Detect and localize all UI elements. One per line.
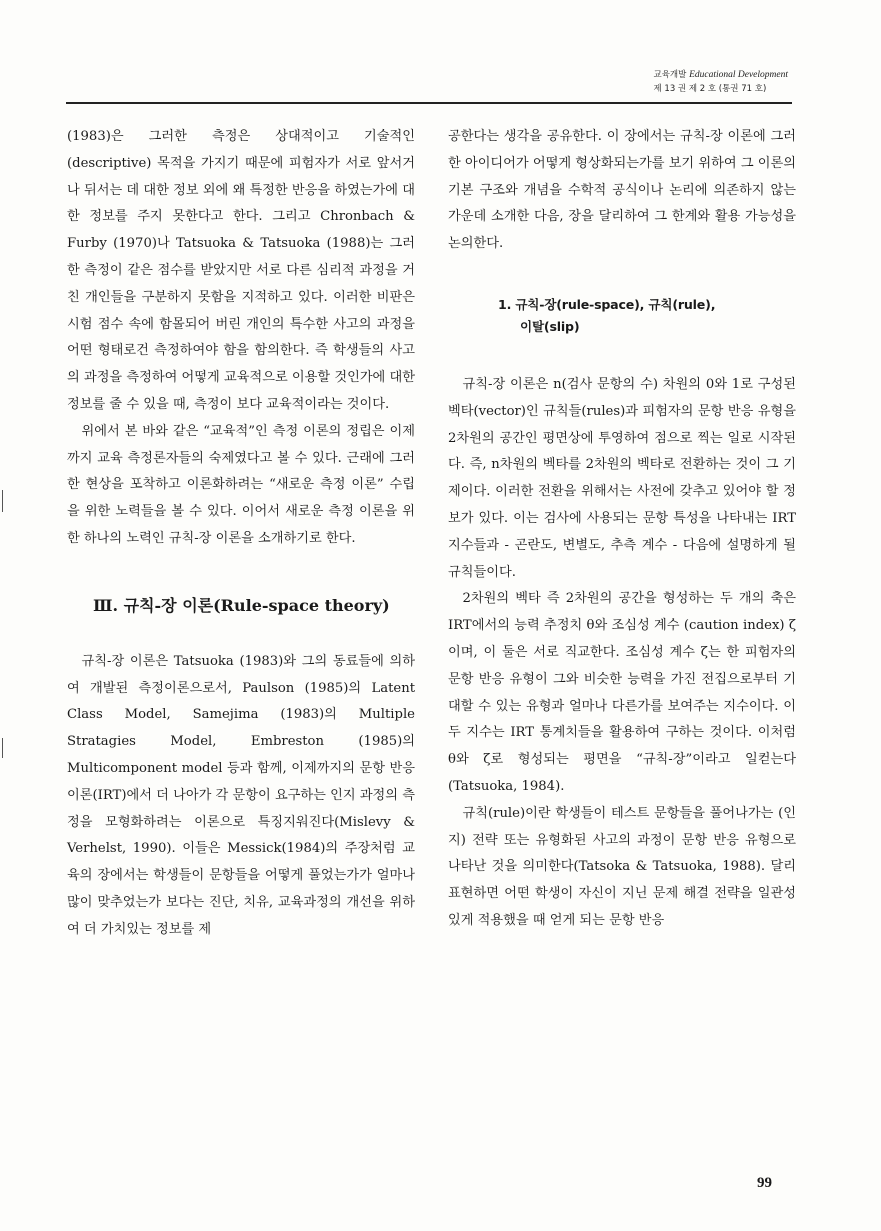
journal-title-ko: 교육개발: [653, 70, 687, 80]
paragraph: 규칙(rule)이란 학생들이 테스트 문항들을 풀어나가는 (인지) 전략 또는 유형화된 사고의 과정이 문항 반응 유형으로 나타난 것을 의미한다(Tatsoka & Tatsuoka, 1988). 달리 표현하면 어떤 학생이 자신이 지닌 문제 해결 전략을 일관성 있게 적용했을 때 얻게 되는 문항 반응: [448, 805, 796, 928]
header-rule: [66, 102, 792, 104]
subsection-heading-line: 이탈(slip): [520, 318, 580, 334]
running-header: [654, 68, 789, 96]
paragraph: (1983)은 그러한 측정은 상대적이고 기술적인 (descriptive) 목적을 가지기 때문에 피험자가 서로 앞서거나 뒤서는 데 대한 정보 외에 왜 특정한 반응을 하였는가에 대한 정보를 주지 못한다고 한다. 그리고 Chronbach & Furby (1970)나 Tatsuoka & Tatsuoka (1988)는 그러한 측정이 같은 점수를 받았지만 서로 다른 심리적 과정을 거친 개인들을 구분하지 못함을 지적하고 있다. 이러한 비판은 시험 점수 속에 함몰되어 버린 개인의 특수한 사고의 과정을 어떤 형태로건 측정하여야 함을 함의한다. 즉 학생들의 사고의 과정을 측정하여 어떻게 교육적으로 이용할 것인가에 대한 정보를 줄 수 있을 때, 측정이 보다 교육적이라는 것이다.: [67, 129, 415, 412]
paragraph: 공한다는 생각을 공유한다. 이 장에서는 규칙-장 이론에 그러한 아이디어가 어떻게 형상화되는가를 보기 위하여 그 이론의 기본 구조와 개념을 수학적 공식이나 논리에 의존하지 않는 가운데 소개한 다음, 장을 달리하여 그 한계와 활용 가능성을 논의한다.: [448, 129, 796, 252]
left-column: [67, 124, 415, 944]
subsection-heading-line: 1. 규칙-장(rule-space), 규칙(rule),: [498, 296, 716, 312]
section-heading: Ⅲ. 규칙-장 이론(Rule-space theory): [93, 595, 390, 615]
subsection-heading: [448, 294, 796, 338]
issue-info: 제 13 권 제 2 호 (통권 71 호): [653, 84, 767, 94]
paragraph: 규칙-장 이론은 Tatsuoka (1983)와 그의 동료들에 의하여 개발된 측정이론으로서, Paulson (1985)의 Latent Class Model, Samejima (1983)의 Multiple Stratagies Model, Embreston (1985)의 Multicomponent model 등과 함께, 이제까지의 문항 반응 이론(IRT)에서 더 나아가 각 문항이 요구하는 인지 과정의 측정을 모형화하려는 이론으로 특징지워진다(Mislevy & Verhelst, 1990). 이들은 Messick(1984)의 주장처럼 교육의 장에서는 학생들이 문항들을 어떻게 풀었는가가 얼마나 많이 맞추었는가 보다는 진단, 치유, 교육과정의 개선을 위하여 더 가치있는 정보를 제: [67, 653, 415, 937]
margin-mark: [2, 490, 3, 512]
paragraph: 규칙-장 이론은 n(검사 문항의 수) 차원의 0와 1로 구성된 벡타(vector)인 규칙들(rules)과 피험자의 문항 반응 유형을 2차원의 공간인 평면상에 투영하여 점으로 찍는 일로 시작된다. 즉, n차원의 벡타를 2차원의 벡타로 전환하는 것이 그 기제이다. 이러한 전환을 위해서는 사전에 갖추고 있어야 할 정보가 있다. 이는 검사에 사용되는 문항 특성을 나타내는 IRT 지수들과 - 곤란도, 변별도, 추측 계수 - 다음에 설명하게 될 규칙들이다.: [448, 376, 796, 580]
page-number: 99: [757, 1175, 772, 1191]
margin-mark: [2, 738, 3, 758]
journal-title-en: Educational Development: [689, 70, 788, 80]
right-column: [448, 124, 796, 935]
paragraph: 위에서 본 바와 같은 “교육적”인 측정 이론의 정립은 이제까지 교육 측정론자들의 숙제였다고 볼 수 있다. 근래에 그러한 현상을 포착하고 이론화하려는 “새로운 측정 이론” 수립을 위한 노력들을 볼 수 있다. 이어서 새로운 측정 이론을 위한 하나의 노력인 규칙-장 이론을 소개하기로 한다.: [67, 423, 415, 546]
paragraph: 2차원의 벡타 즉 2차원의 공간을 형성하는 두 개의 축은 IRT에서의 능력 추정치 θ와 조심성 계수 (caution index) ζ이며, 이 둘은 서로 직교한다. 조심성 계수 ζ는 한 피험자의 문항 반응 유형이 그와 비슷한 능력을 가진 전집으로부터 기대할 수 있는 유형과 얼마나 다른가를 보여주는 지수이다. 이 두 지수는 IRT 통계치들을 활용하여 구하는 것이다. 이처럼 θ와 ζ로 형성되는 평면을 “규칙-장”이라고 일컫는다 (Tatsuoka, 1984).: [448, 591, 796, 794]
